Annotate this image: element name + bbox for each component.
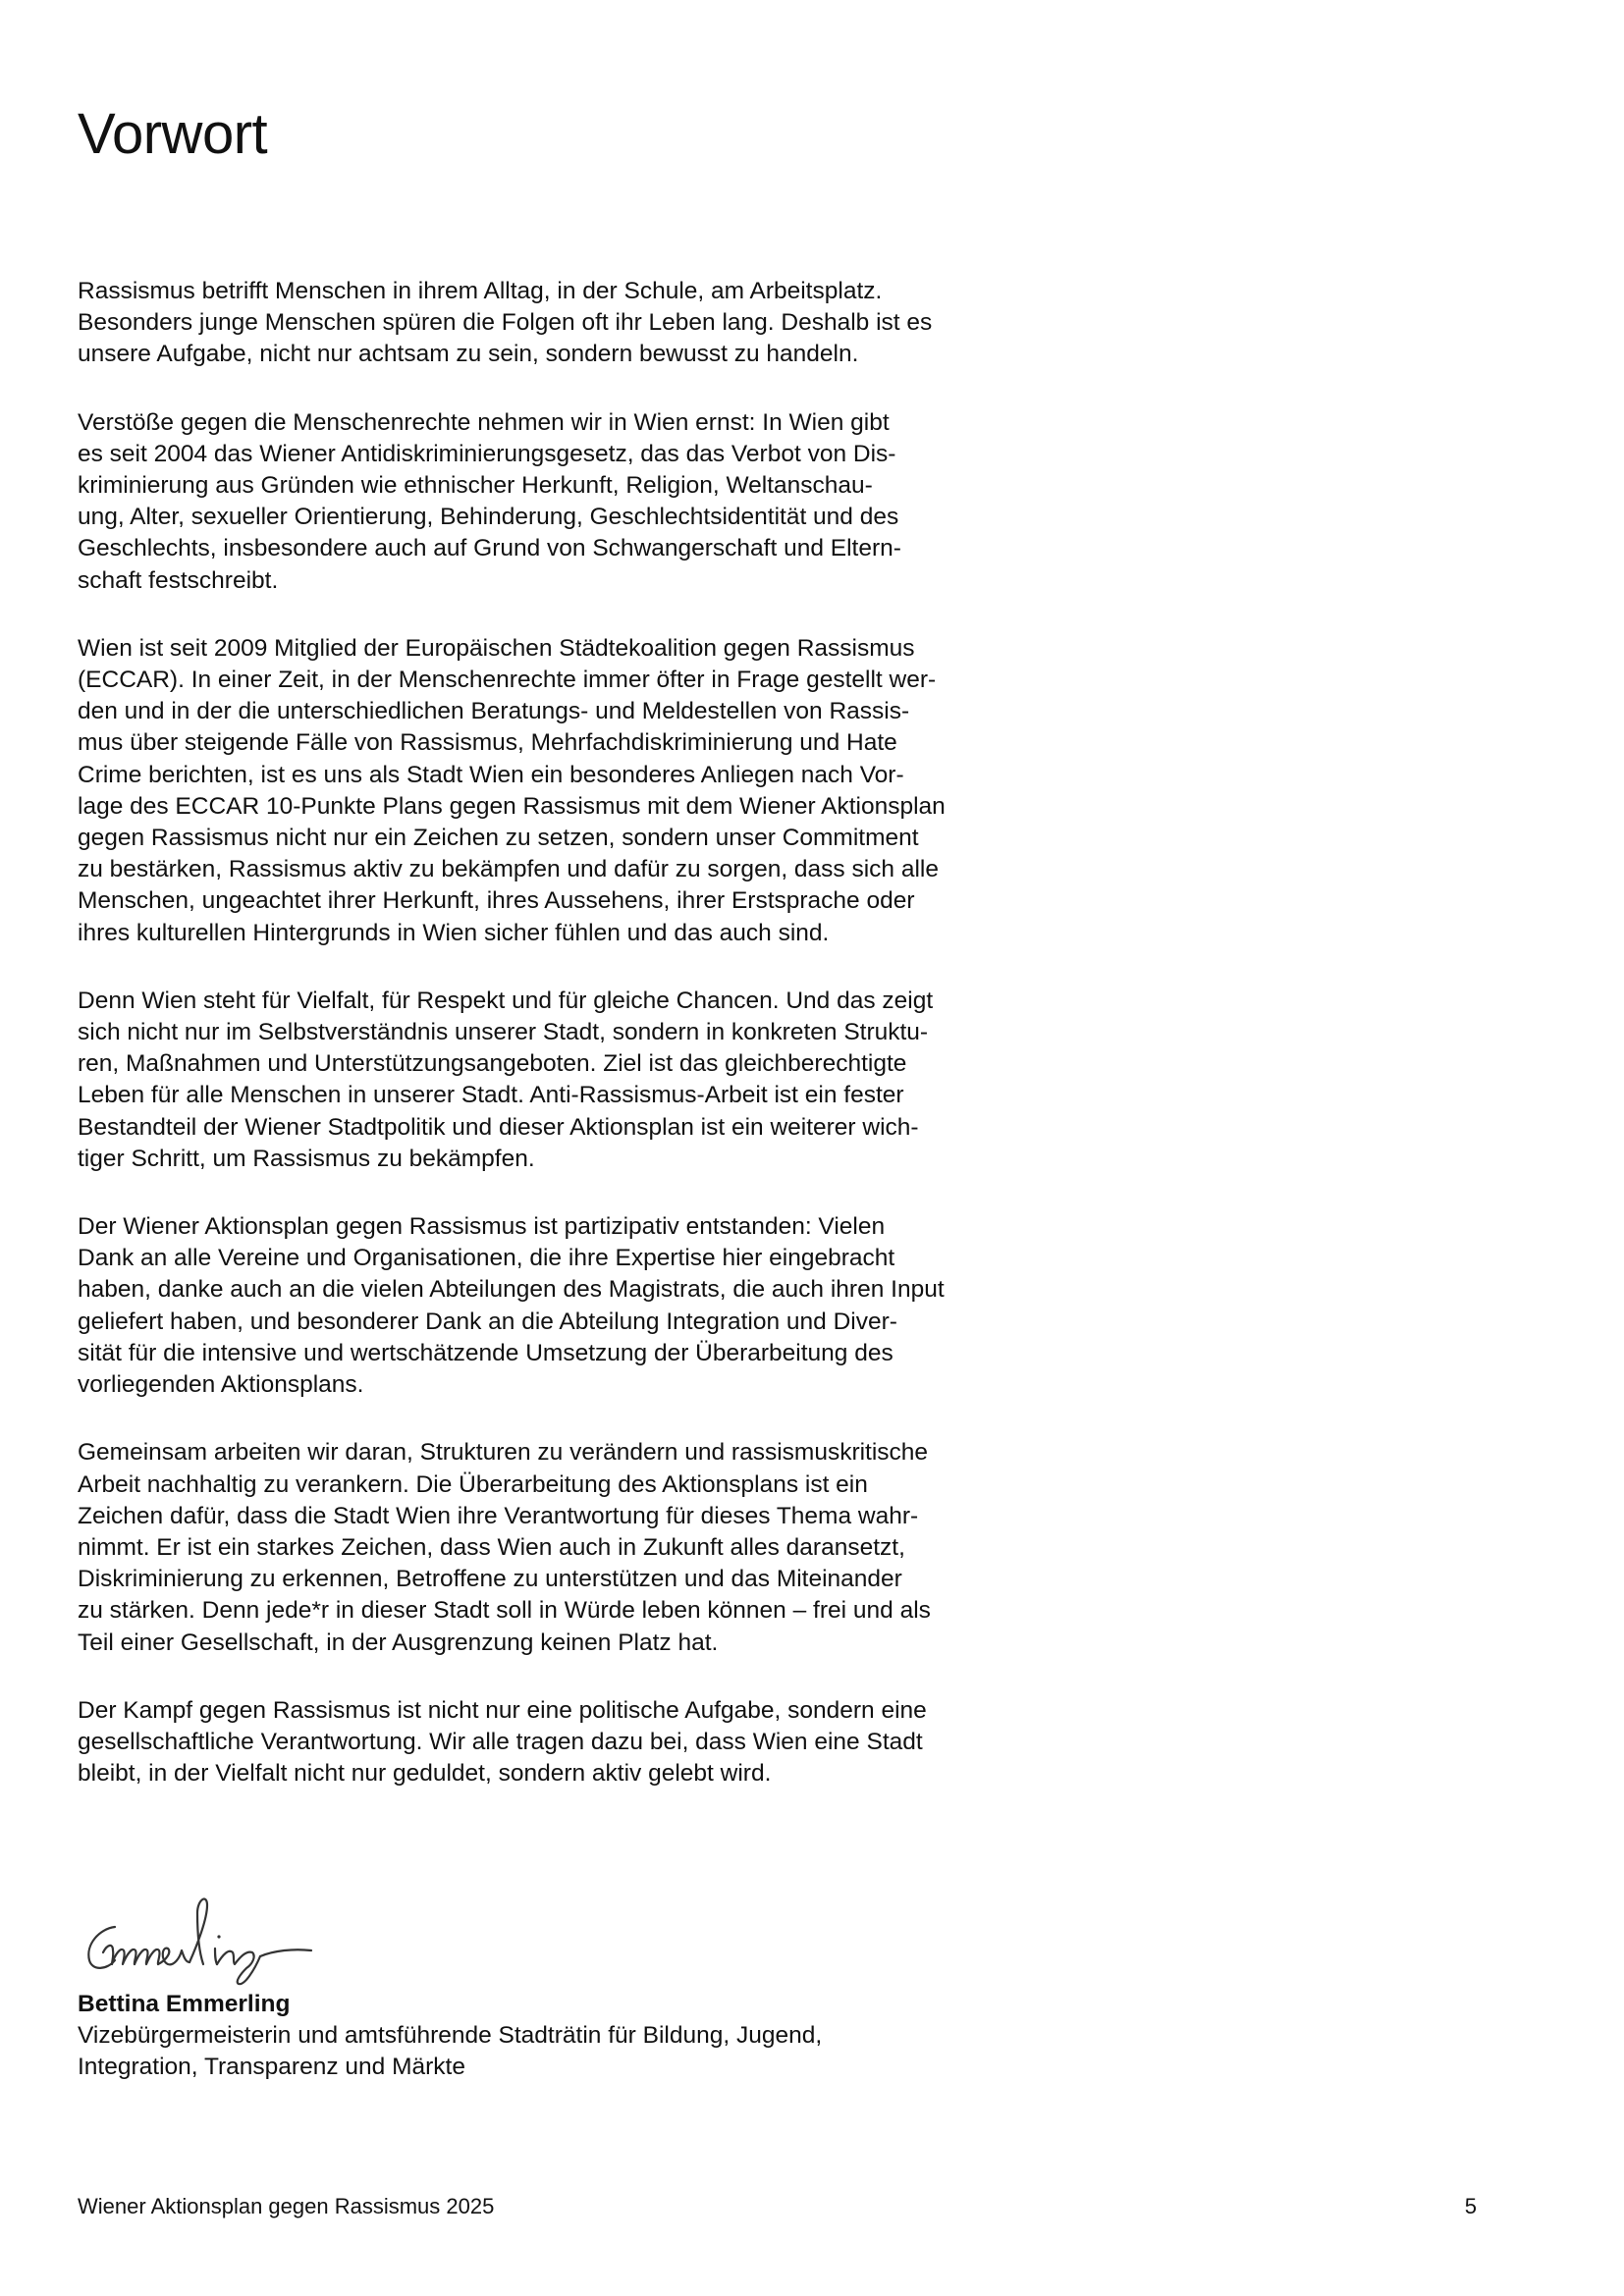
- paragraph-7: Der Kampf gegen Rassismus ist nicht nur eine politische Aufgabe, sondern eine gesellschaftliche Verantwortung. Wir alle tragen dazu bei, dass Wien eine Stadt bleibt, in der Vielfalt nicht nur geduldet, sondern aktiv gelebt wird.: [78, 1696, 927, 1788]
- paragraph-3: Wien ist seit 2009 Mitglied der Europäischen Städtekoalition gegen Rassismus (ECCAR). In einer Zeit, in der Menschenrechte immer öfter in Frage gestellt wer- den und in der die unterschiedlichen Beratungs- und Meldestellen von Rassis- mus über steigende Fälle von Rassismus, Mehrfachdiskriminierung und Hate Crime berichten, ist es uns als Stadt Wien ein besonderes Anliegen nach Vor- lage des ECCAR 10-Punkte Plans gegen Rassismus mit dem Wiener Aktionsplan gegen Rassismus nicht nur ein Zeichen zu setzen, sondern unser Commitment zu bestärken, Rassismus aktiv zu bekämpfen und dafür zu sorgen, dass sich alle Menschen, ungeachtet ihrer Herkunft, ihres Aussehens, ihrer Erstsprache oder ihres kulturellen Hintergrunds in Wien sicher fühlen und das auch sind.: [78, 634, 946, 946]
- paragraph-2: Verstöße gegen die Menschenrechte nehmen wir in Wien ernst: In Wien gibt es seit 2004 das Wiener Antidiskriminierungsgesetz, das das Verbot von Dis- kriminierung aus Gründen wie ethnischer Herkunft, Religion, Weltanschau- ung, Alter, sexueller Orientierung, Behinderung, Geschlechtsidentität und des Geschlechts, insbesondere auch auf Grund von Schwangerschaft und Eltern- schaft festschreibt.: [78, 408, 901, 594]
- paragraph-6: Gemeinsam arbeiten wir daran, Strukturen zu verändern und rassismuskritische Arbeit nachhaltig zu verankern. Die Überarbeitung des Aktionsplans ist ein Zeichen dafür, dass die Stadt Wien ihre Verantwortung für dieses Thema wahr- nimmt. Er ist ein starkes Zeichen, dass Wien auch in Zukunft alles daransetzt, Diskriminierung zu erkennen, Betroffene zu unterstützen und das Miteinander zu stärken. Denn jede*r in dieser Stadt soll in Würde leben können – frei und als Teil einer Gesellschaft, in der Ausgrenzung keinen Platz hat.: [78, 1439, 931, 1656]
- author-name: Bettina Emmerling: [78, 1991, 291, 2017]
- signoff: [78, 1989, 1158, 2084]
- author-role: Vizebürgermeisterin und amtsführende Stadträtin für Bildung, Jugend, Integration, Transparenz und Märkte: [78, 2022, 823, 2081]
- footer-page-number: 5: [1464, 2194, 1477, 2218]
- page-title: Vorwort: [78, 102, 268, 166]
- paragraph-1: Rassismus betrifft Menschen in ihrem Alltag, in der Schule, am Arbeitsplatz. Besonders junge Menschen spüren die Folgen oft ihr Leben lang. Deshalb ist es unsere Aufgabe, nicht nur achtsam zu sein, sondern bewusst zu handeln.: [78, 278, 933, 368]
- paragraph-5: Der Wiener Aktionsplan gegen Rassismus ist partizipativ entstanden: Vielen Dank an alle Vereine und Organisationen, die ihre Expertise hier eingebracht haben, danke auch an die vielen Abteilungen des Magistrats, die auch ihren Input geliefert haben, und besonderer Dank an die Abteilung Integration und Diver- sität für die intensive und wertschätzende Umsetzung der Überarbeitung des vorliegenden Aktionsplans.: [78, 1213, 945, 1399]
- handwritten-signature-icon: [78, 1880, 372, 1988]
- paragraph-4: Denn Wien steht für Vielfalt, für Respekt und für gleiche Chancen. Und das zeigt sich nicht nur im Selbstverständnis unserer Stadt, sondern in konkreten Struktu- ren, Maßnahmen und Unterstützungsangeboten. Ziel ist das gleichberechtigte Leben für alle Menschen in unserer Stadt. Anti-Rassismus-Arbeit ist ein fester Bestandteil der Wiener Stadtpolitik und dieser Aktionsplan ist ein weiterer wich- tiger Schritt, um Rassismus zu bekämpfen.: [78, 987, 934, 1172]
- footer-publication-title: Wiener Aktionsplan gegen Rassismus 2025: [78, 2194, 495, 2218]
- body-text: [78, 276, 1059, 1826]
